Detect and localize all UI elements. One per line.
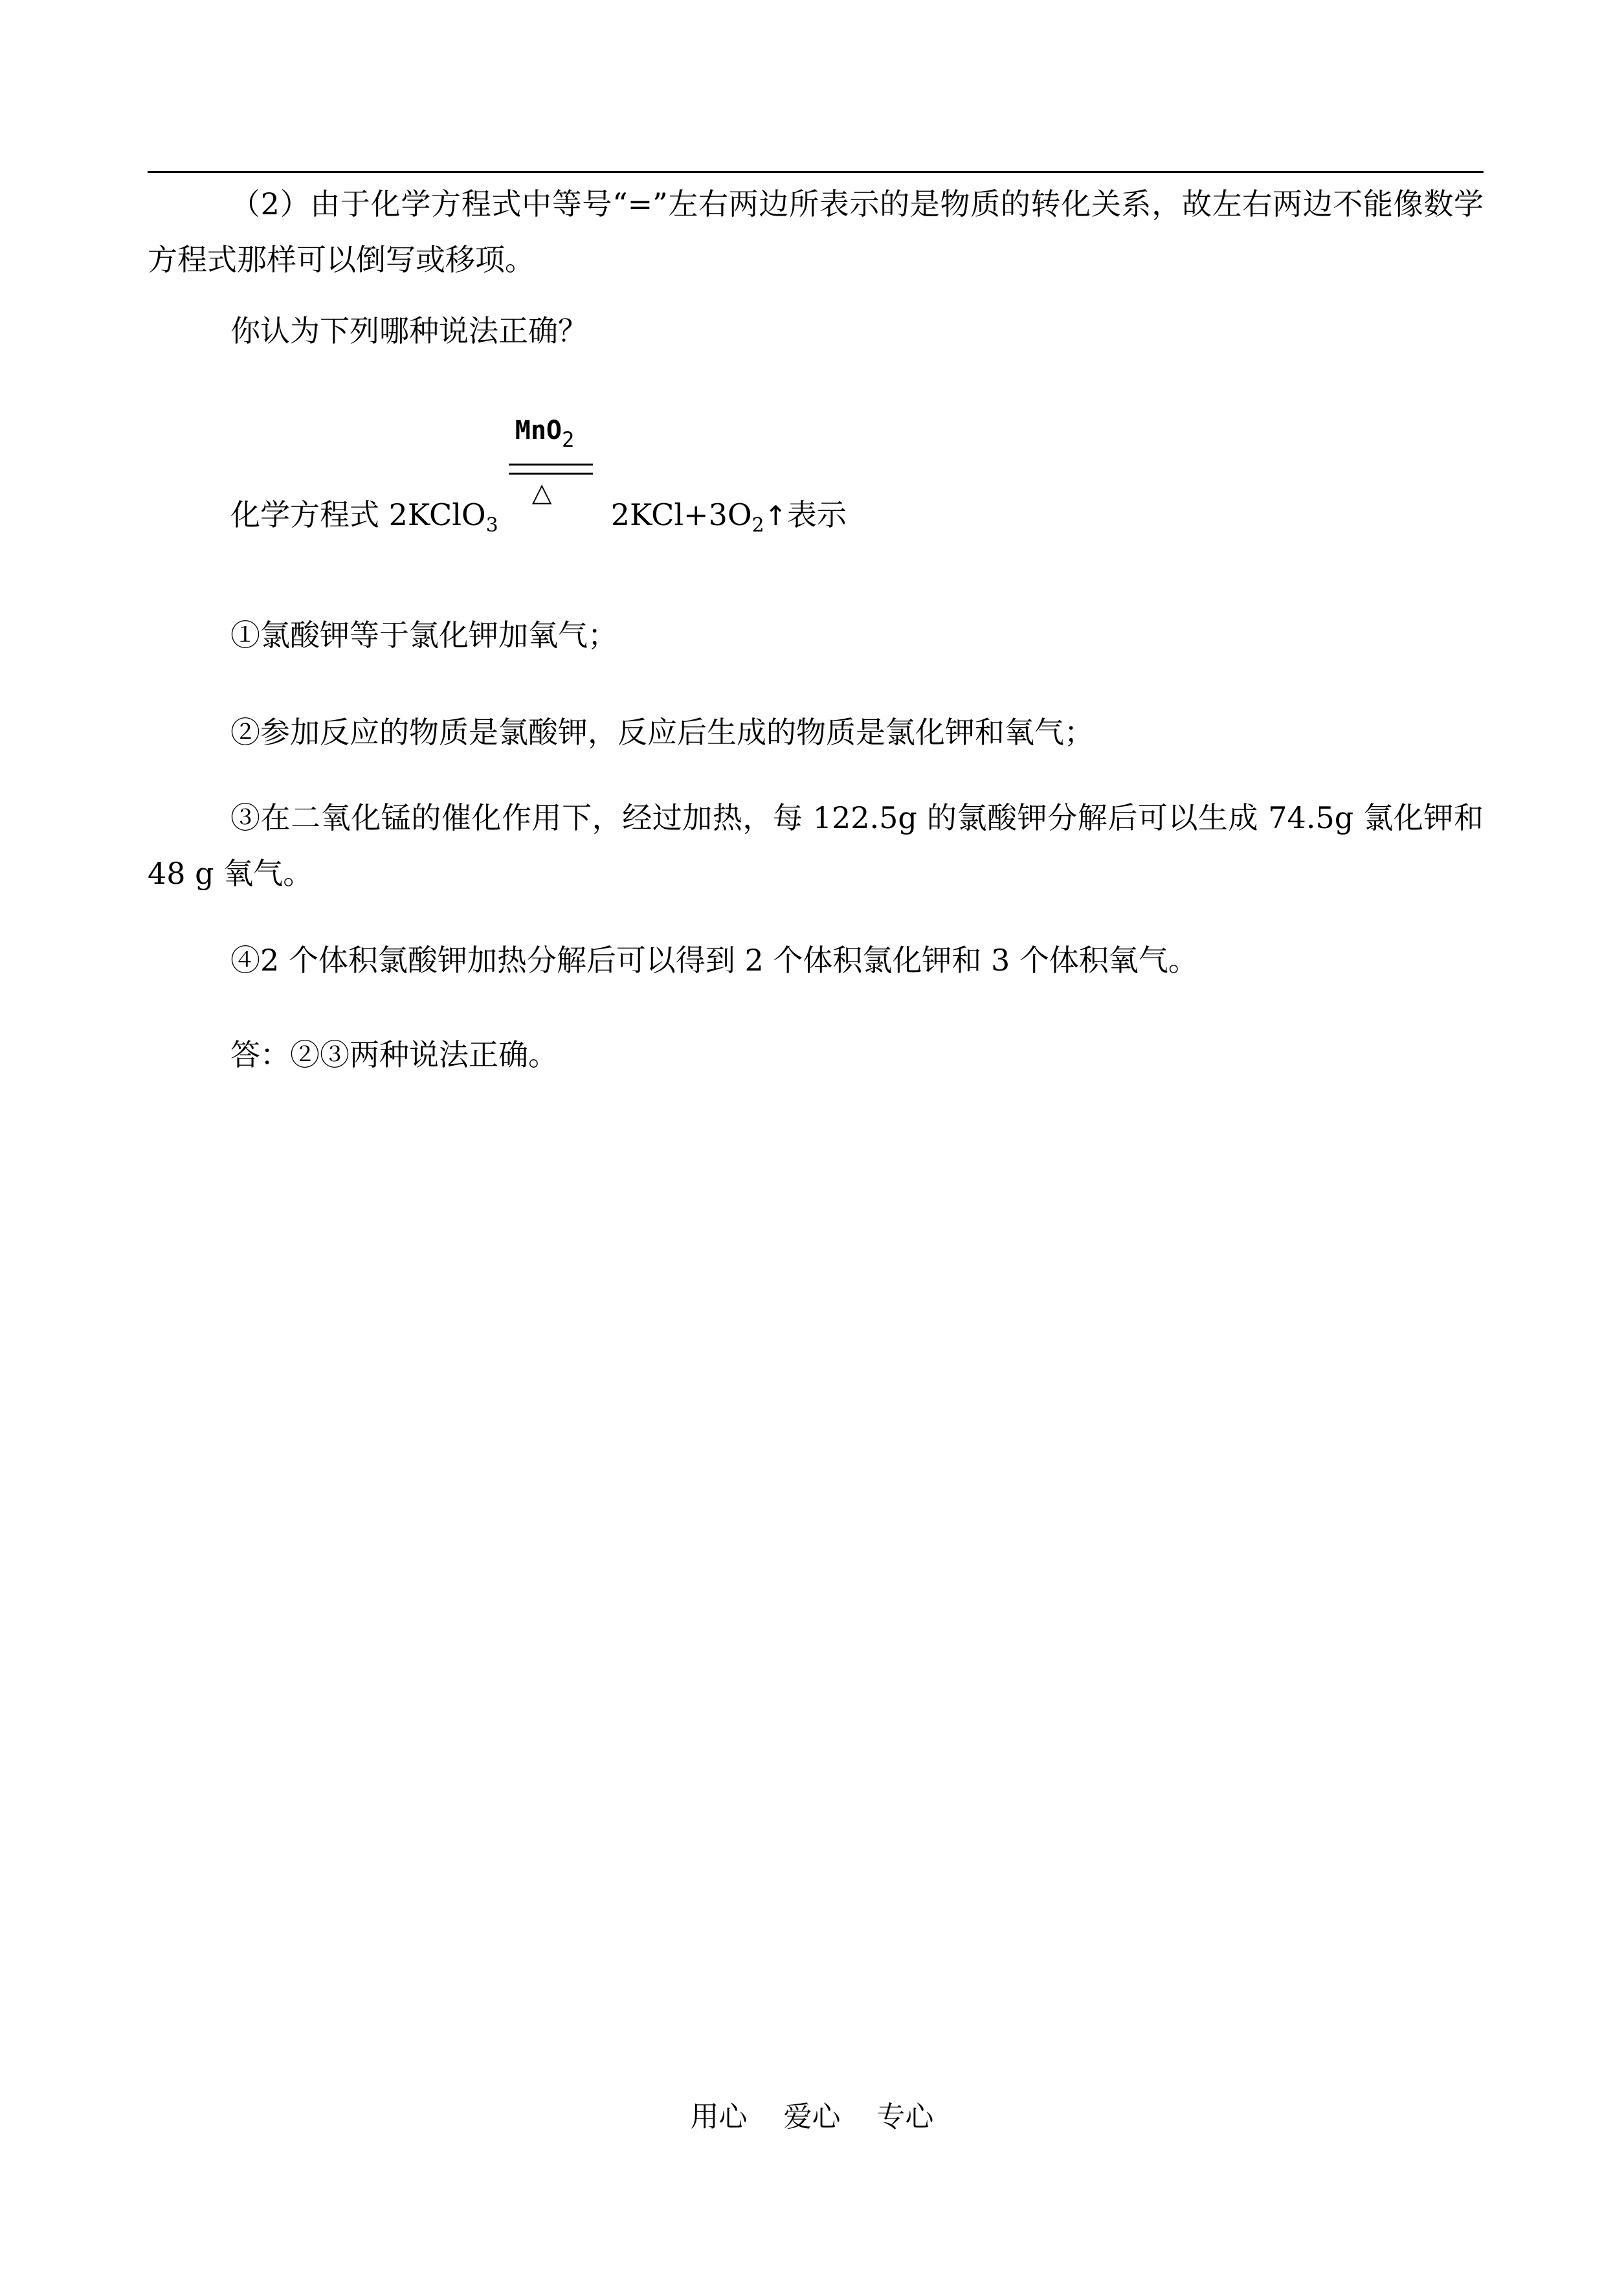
equation-products: $2KCl+3O_2$ — [610, 497, 764, 537]
equation-reactant: 化学方程式 2KClO$_3$ — [230, 497, 498, 537]
statement-3: ③在二氧化锰的催化作用下，经过加热，每 122.5g 的氯酸钾分解后可以生成 74.5g 氯化钾和 48 g 氧气。 — [148, 800, 1484, 891]
statement-1: ①氯酸钾等于氯化钾加氧气； — [230, 618, 617, 653]
reaction-condition — [509, 416, 593, 543]
catalyst-label: MnO$_2$ — [515, 416, 575, 452]
equals-line-bottom — [509, 473, 593, 475]
heat-symbol: △ — [531, 478, 552, 508]
question-text: 你认为下列哪种说法正确？ — [230, 313, 588, 348]
chemical-equation — [230, 416, 847, 554]
equals-line-top — [509, 464, 593, 466]
header-rule — [148, 171, 1484, 173]
answer-text: 答：②③两种说法正确。 — [230, 1037, 558, 1072]
gas-arrow-icon: ↑ — [764, 500, 787, 532]
statement-4: ④2 个体积氯酸钾加热分解后可以得到 2 个体积氯化钾和 3 个体积氧气。 — [230, 943, 1198, 978]
statement-2: ②参加反应的物质是氯酸钾，反应后生成的物质是氯化钾和氧气； — [230, 715, 1094, 750]
equation-suffix: 表示 — [786, 497, 847, 532]
note-paragraph: （2）由于化学方程式中等号“=”左右两边所表示的是物质的转化关系，故左右两边不能像数学方程式那样可以倒写或移项。 — [148, 186, 1484, 277]
page-footer: 用心 爱心 专心 — [690, 2100, 934, 2133]
